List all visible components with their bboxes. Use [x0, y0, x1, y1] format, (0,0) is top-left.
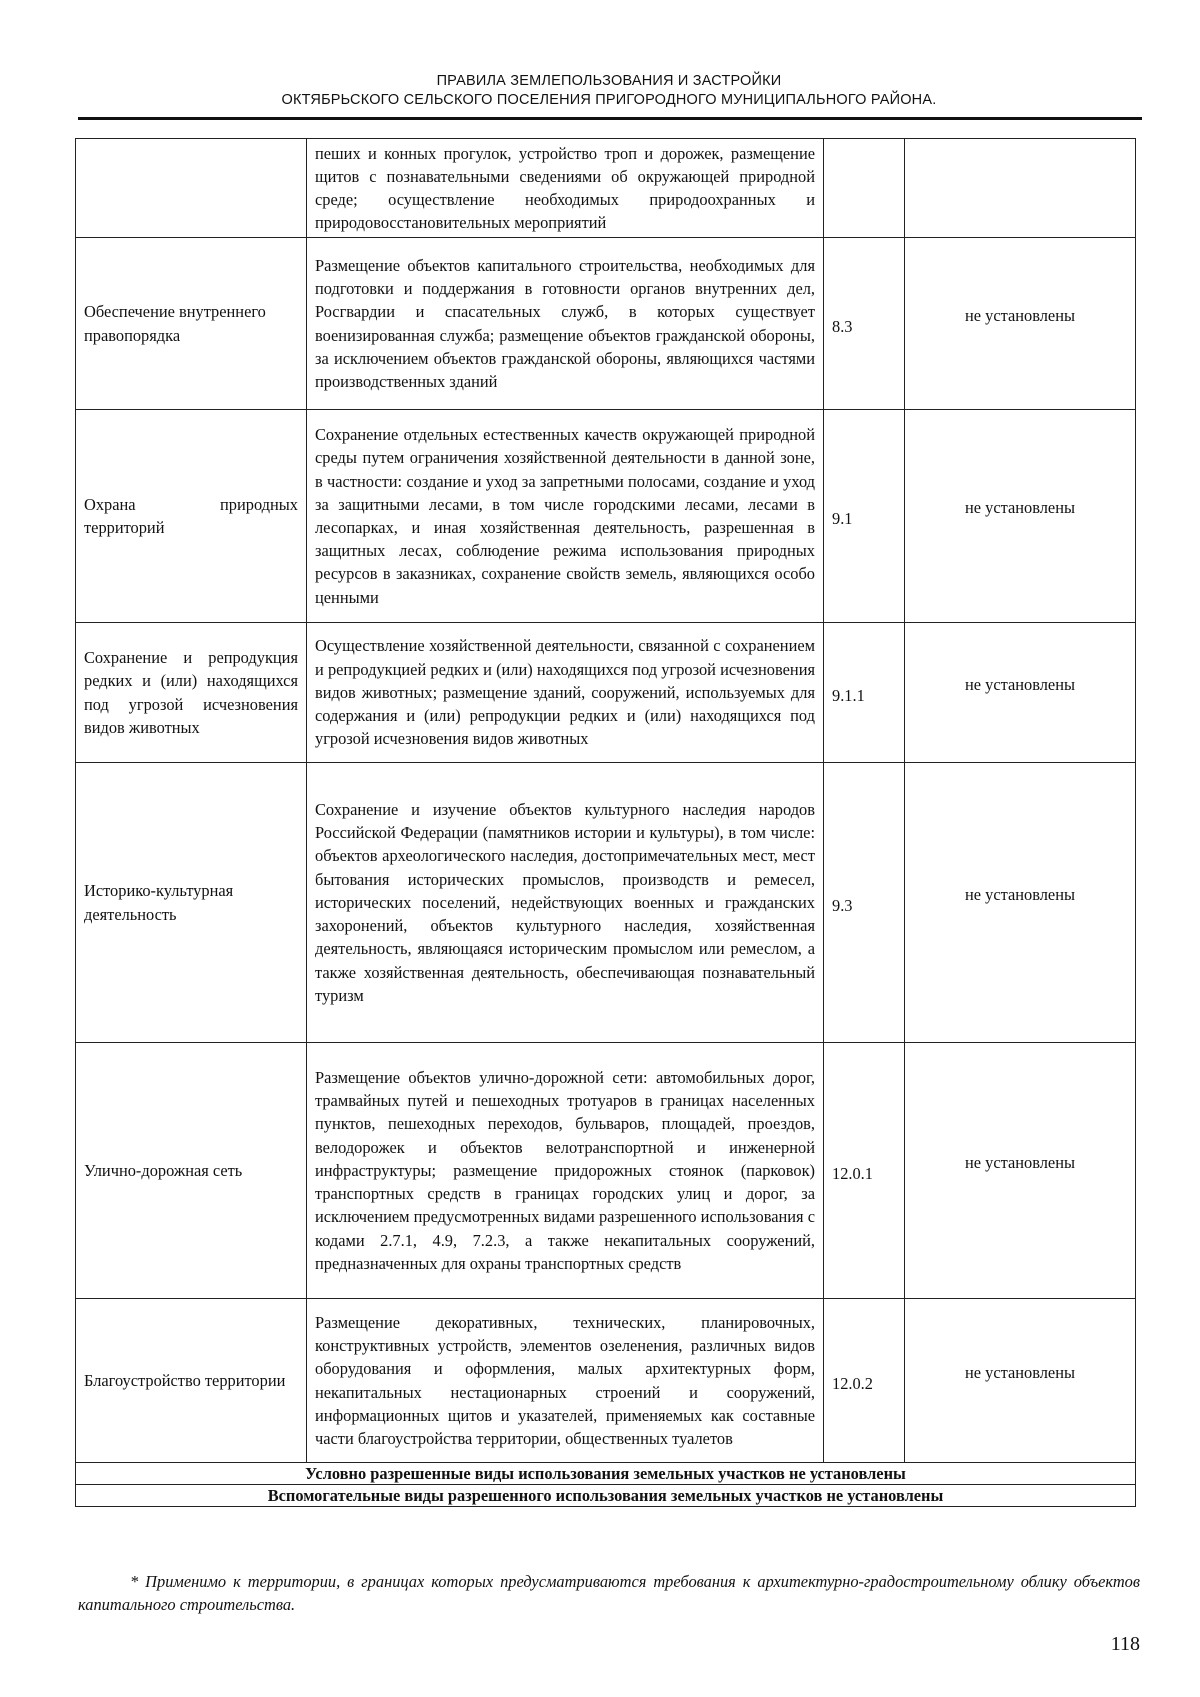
- footnote: * Применимо к территории, в границах которых предусматриваются требования к архитектурно-градостроительному облику объектов капитального строительства.: [78, 1572, 1140, 1614]
- use-type-limits: не установлены: [905, 623, 1136, 763]
- use-type-code: 9.1: [824, 410, 905, 623]
- use-type-description: Размещение объектов капитального строительства, необходимых для подготовки и поддержания в готовности органов внутренних дел, Росгвардии и спасательных служб, в которых существует военизированная служба; размещение объектов гражданской обороны, за исключением объектов гражданской обороны, являющихся частями производственных зданий: [307, 238, 824, 410]
- use-type-description: Осуществление хозяйственной деятельности, связанной с сохранением и репродукцией редких и (или) находящихся под угрозой исчезновения видов животных; размещение зданий, сооружений, используемых для содержания и (или) репродукции редких и (или) находящихся под угрозой исчезновения видов животных: [307, 623, 824, 763]
- use-type-limits: не установлены: [905, 238, 1136, 410]
- use-type-description: Сохранение и изучение объектов культурного наследия народов Российской Федерации (памятников истории и культуры), в том числе: объектов археологического наследия, достопримечательных мест, мест бытования исторических промыслов, производств и ремесел, исторических поселений, недействующих военных и гражданских захоронений, объектов культурного наследия, хозяйственная деятельность, являющаяся историческим промыслом или ремеслом, а также хозяйственная деятельность, обеспечивающая познавательный туризм: [307, 763, 824, 1043]
- use-type-description: Размещение объектов улично-дорожной сети: автомобильных дорог, трамвайных путей и пешеходных тротуаров в границах населенных пунктов, пешеходных переходов, бульваров, площадей, проездов, велодорожек и объектов велотранспортной и инженерной инфраструктуры; размещение придорожных стоянок (парковок) транспортных средств в границах городских улиц и дорог, за исключением предусмотренных видами разрешенного использования с кодами 2.7.1, 4.9, 7.2.3, а также некапитальных сооружений, предназначенных для охраны транспортных средств: [307, 1043, 824, 1299]
- use-type-code: [824, 139, 905, 238]
- table-row: [76, 1043, 1136, 1299]
- use-type-limits: не установлены: [905, 410, 1136, 623]
- table-row: [76, 139, 1136, 238]
- header-line-1: ПРАВИЛА ЗЕМЛЕПОЛЬЗОВАНИЯ И ЗАСТРОЙКИ: [436, 73, 782, 89]
- use-type-code: 12.0.2: [824, 1299, 905, 1463]
- use-type-name: Охрана природных территорий: [76, 410, 307, 623]
- use-type-limits: [905, 139, 1136, 238]
- document-header: [78, 72, 1140, 110]
- use-type-limits: не установлены: [905, 1299, 1136, 1463]
- table-row: [76, 1299, 1136, 1463]
- header-line-2: ОКТЯБРЬСКОГО СЕЛЬСКОГО ПОСЕЛЕНИЯ ПРИГОРОДНОГО МУНИЦИПАЛЬНОГО РАЙОНА.: [281, 92, 937, 108]
- use-type-description: Сохранение отдельных естественных качеств окружающей природной среды путем ограничения хозяйственной деятельности в данной зоне, в частности: создание и уход за запретными полосами, создание и уход за защитными лесами, в том числе городскими лесами, лесами в лесопарках, и иная хозяйственная деятельность, разрешенная в защитных лесах, соблюдение режима использования природных ресурсов в заказниках, сохранение свойств земель, являющихся особо ценными: [307, 410, 824, 623]
- auxiliary-uses-row: [76, 1485, 1136, 1507]
- use-type-description: Размещение декоративных, технических, планировочных, конструктивных устройств, элементов озеленения, различных видов оборудования и оформления, малых архитектурных форм, некапитальных нестационарных строений и сооружений, информационных щитов и указателей, применяемых как составные части благоустройства территории, общественных туалетов: [307, 1299, 824, 1463]
- table-row: [76, 763, 1136, 1043]
- land-use-table: [75, 138, 1136, 1507]
- conditional-uses-row: [76, 1463, 1136, 1485]
- use-type-name: Благоустройство территории: [76, 1299, 307, 1463]
- use-type-name: Сохранение и репродукция редких и (или) находящихся под угрозой исчезновения видов животных: [76, 623, 307, 763]
- use-type-description: пеших и конных прогулок, устройство троп и дорожек, размещение щитов с познавательными сведениями об окружающей природной среде; осуществление необходимых природоохранных и природовосстановительных мероприятий: [307, 139, 824, 238]
- use-type-code: 12.0.1: [824, 1043, 905, 1299]
- table-row: [76, 410, 1136, 623]
- use-type-code: 9.1.1: [824, 623, 905, 763]
- page-number: 118: [1110, 1633, 1140, 1655]
- use-type-code: 8.3: [824, 238, 905, 410]
- use-type-code: 9.3: [824, 763, 905, 1043]
- use-type-limits: не установлены: [905, 1043, 1136, 1299]
- use-type-limits: не установлены: [905, 763, 1136, 1043]
- use-type-name: Обеспечение внутреннего правопорядка: [76, 238, 307, 410]
- conditional-uses-note: Условно разрешенные виды использования земельных участков не установлены: [76, 1463, 1136, 1485]
- use-type-name: Историко-культурная деятельность: [76, 763, 307, 1043]
- use-type-name: [76, 139, 307, 238]
- use-type-name: Улично-дорожная сеть: [76, 1043, 307, 1299]
- table-row: [76, 238, 1136, 410]
- table-row: [76, 623, 1136, 763]
- auxiliary-uses-note: Вспомогательные виды разрешенного использования земельных участков не установлены: [76, 1485, 1136, 1507]
- header-divider: [78, 117, 1142, 120]
